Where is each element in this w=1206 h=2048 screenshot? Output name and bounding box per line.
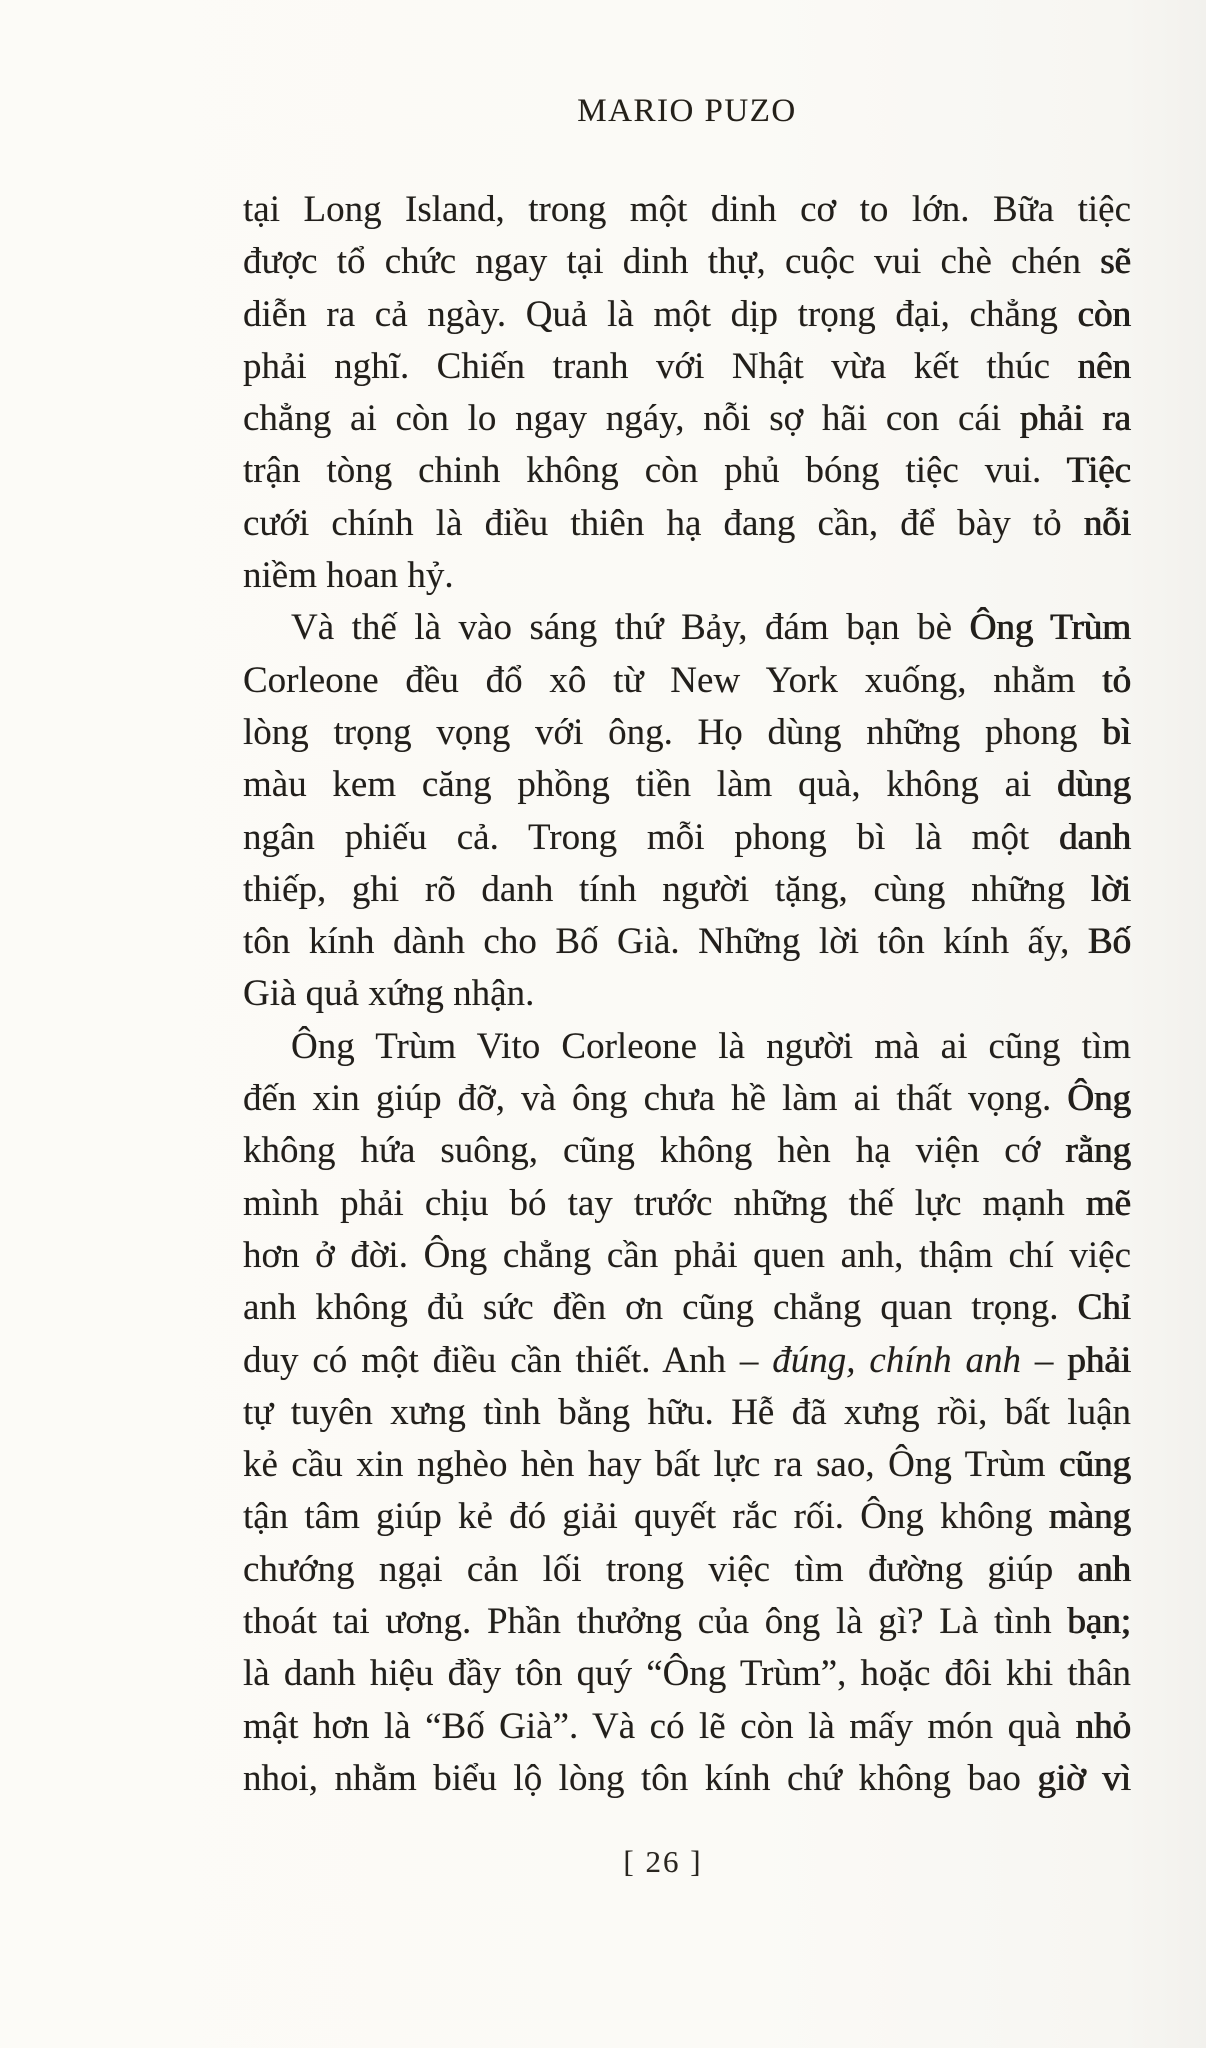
text-line (243, 1021, 1131, 1073)
text-line (243, 1701, 1131, 1753)
text-line (243, 916, 1131, 968)
text-segment: tôn kính dành cho Bố Già. Những lời tôn kính ấy, (243, 921, 1088, 963)
page-number: [ 26 ] (623, 1844, 703, 1879)
text-line (243, 707, 1131, 759)
text-segment: phải ra (1019, 398, 1131, 440)
text-segment: rằng (1065, 1130, 1131, 1172)
text-segment: bạn; (1067, 1601, 1131, 1643)
text-segment: trận tòng chinh không còn phủ bóng tiệc vui. (243, 450, 1067, 492)
text-line (243, 759, 1131, 811)
text-line (243, 864, 1131, 916)
text-segment: cưới chính là điều thiên hạ đang cần, để bày tỏ (243, 502, 1084, 544)
text-segment: Corleone đều đổ xô từ New York xuống, nhằm (243, 659, 1103, 701)
text-line (243, 1073, 1131, 1125)
text-segment: – (1021, 1339, 1068, 1381)
text-line (243, 1125, 1131, 1177)
text-segment: đến xin giúp đỡ, và ông chưa hề làm ai thất vọng. (243, 1078, 1068, 1120)
text-segment: giờ vì (1037, 1757, 1131, 1799)
text-segment: dùng (1057, 764, 1131, 806)
text-line (243, 1753, 1131, 1805)
text-segment: tại Long Island, trong một dinh cơ to lớn. Bữa tiệc (243, 189, 1131, 230)
text-segment: kẻ cầu xin nghèo hèn hay bất lực ra sao, Ông Trùm (243, 1444, 1060, 1486)
text-segment: thoát tai ương. Phần thưởng của ông là gì? Là tình (243, 1601, 1068, 1643)
text-segment: chướng ngại cản lối trong việc tìm đường giúp (243, 1548, 1078, 1590)
text-segment: thiếp, ghi rõ danh tính người tặng, cùng những (243, 868, 1091, 910)
text-segment: nhỏ (1075, 1705, 1131, 1747)
text-line (243, 341, 1131, 393)
text-segment: phải nghĩ. Chiến tranh với Nhật vừa kết thúc (243, 345, 1078, 387)
text-segment: là danh hiệu đầy tôn quý “Ông Trùm”, hoặc đôi khi thân (243, 1653, 1131, 1695)
text-line (243, 289, 1131, 341)
text-segment: Chỉ (1077, 1287, 1131, 1329)
text-segment: mẽ (1085, 1182, 1131, 1224)
text-line (243, 1491, 1131, 1543)
text-segment: Ông Trùm Vito Corleone là người mà ai cũng tìm (291, 1025, 1131, 1067)
text-segment: đúng, chính anh (772, 1339, 1022, 1381)
text-segment: nỗi (1083, 502, 1131, 544)
text-segment: Ông (1067, 1078, 1131, 1120)
text-segment: tự tuyên xưng tình bằng hữu. Hễ đã xưng rồi, bất luận (243, 1391, 1131, 1433)
text-line (243, 445, 1131, 497)
text-segment: anh không đủ sức đền ơn cũng chẳng quan trọng. (243, 1287, 1078, 1329)
text-segment: màng (1048, 1496, 1131, 1538)
text-segment: anh (1077, 1548, 1131, 1590)
running-header-author: MARIO PUZO (577, 93, 797, 129)
text-line (243, 1596, 1131, 1648)
text-segment: bì (1102, 711, 1131, 753)
text-segment: duy có một điều cần thiết. Anh – (243, 1339, 773, 1381)
text-segment: được tổ chức ngay tại dinh thự, cuộc vui chè chén (243, 241, 1101, 283)
text-segment: danh (1059, 816, 1131, 858)
text-line (243, 550, 1131, 602)
body-text (243, 184, 1131, 1805)
text-segment: không hứa suông, cũng không hèn hạ viện cớ (243, 1130, 1066, 1172)
text-segment: Tiệc (1066, 450, 1131, 492)
text-line (243, 1230, 1131, 1282)
text-segment: lòng trọng vọng với ông. Họ dùng những phong (243, 711, 1103, 753)
text-line (243, 1335, 1131, 1387)
text-segment: mật hơn là “Bố Già”. Và có lẽ còn là mấy món quà (243, 1705, 1076, 1747)
text-line (243, 1439, 1131, 1491)
text-segment: diễn ra cả ngày. Quả là một dịp trọng đại, chẳng (243, 293, 1078, 335)
text-segment: niềm hoan hỷ. (243, 555, 454, 597)
text-line (243, 1178, 1131, 1230)
text-segment: Bố (1087, 921, 1131, 963)
text-line (243, 236, 1131, 288)
text-segment: mình phải chịu bó tay trước những thế lực mạnh (243, 1182, 1086, 1224)
text-segment: ngân phiếu cả. Trong mỗi phong bì là một (243, 816, 1060, 858)
text-segment: tận tâm giúp kẻ đó giải quyết rắc rối. Ông không (243, 1496, 1049, 1538)
text-segment: hơn ở đời. Ông chẳng cần phải quen anh, thậm chí việc (243, 1234, 1131, 1276)
text-line (243, 1648, 1131, 1700)
text-line (243, 812, 1131, 864)
text-segment: chẳng ai còn lo ngay ngáy, nỗi sợ hãi con cái (243, 398, 1020, 440)
text-line (243, 968, 1131, 1020)
text-line (243, 498, 1131, 550)
text-segment: Và thế là vào sáng thứ Bảy, đám bạn bè (291, 607, 970, 649)
text-line (243, 184, 1131, 236)
text-segment: còn (1077, 293, 1131, 335)
text-segment: nhoi, nhằm biểu lộ lòng tôn kính chứ không bao (243, 1757, 1038, 1799)
text-segment: phải (1067, 1339, 1132, 1381)
text-segment: sẽ (1100, 241, 1131, 283)
text-line (243, 393, 1131, 445)
text-segment: lời (1090, 868, 1131, 910)
text-segment: màu kem căng phồng tiền làm quà, không ai (243, 764, 1057, 806)
text-line (243, 1282, 1131, 1334)
text-line (243, 655, 1131, 707)
text-line (243, 1387, 1131, 1439)
text-segment: tỏ (1102, 659, 1131, 701)
text-segment: nên (1077, 345, 1131, 387)
text-segment: cũng (1059, 1444, 1131, 1486)
text-segment: Già quả xứng nhận. (243, 973, 535, 1015)
text-line (243, 1544, 1131, 1596)
text-line (243, 602, 1131, 654)
text-segment: Ông Trùm (969, 607, 1132, 649)
